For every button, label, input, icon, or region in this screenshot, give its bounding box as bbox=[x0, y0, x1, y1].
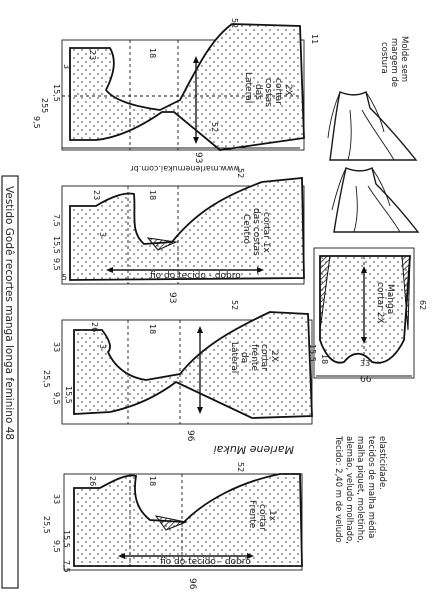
piece-frente-label-1: Frente bbox=[247, 500, 257, 529]
fabric-note-line-1: Tecido: 2,40 m de veludo bbox=[333, 436, 343, 543]
piece-lateral-costas bbox=[32, 18, 319, 163]
piece-frente-dim-96: 96 bbox=[187, 578, 197, 590]
fabric-note-line-4: tecidos de malha média bbox=[366, 436, 376, 539]
piece-centro-costas bbox=[52, 168, 304, 303]
piece-frente-dim-255: 25,5 bbox=[42, 516, 51, 534]
piece-manga-dim-66: 66 bbox=[360, 375, 372, 385]
piece-frente-dim-18: 18 bbox=[148, 476, 157, 487]
piece-lateral-frente bbox=[42, 300, 312, 442]
piece-lateral-frente-dim-18: 18 bbox=[148, 324, 157, 335]
piece-manga-dim-155: 15,5 bbox=[308, 344, 317, 362]
piece-lateral-frente-dim-26: 26 bbox=[90, 322, 99, 333]
piece-lateral-frente-label-3: frente bbox=[249, 344, 259, 371]
piece-manga bbox=[308, 248, 427, 385]
piece-frente-dim-75: 7,5 bbox=[62, 560, 71, 573]
piece-centro-costas-label-2: das costas bbox=[251, 208, 261, 256]
piece-lateral-frente-label-5: 2X bbox=[269, 350, 279, 362]
model-sketches bbox=[328, 36, 418, 232]
piece-centro-costas-dim-75: 7,5 bbox=[52, 214, 61, 227]
piece-centro-costas-dim-93: 93 bbox=[167, 292, 177, 304]
piece-lateral-costas-label-2: das bbox=[253, 84, 263, 100]
piece-frente-dim-155: 15,5 bbox=[62, 530, 71, 548]
website-text: www.marlenemukai.com.br bbox=[130, 164, 240, 173]
piece-lateral-costas-dim-95: 9,5 bbox=[32, 116, 41, 129]
piece-lateral-costas-dim-52b: 52 bbox=[210, 122, 219, 133]
piece-lateral-frente-label-4: cortar bbox=[259, 344, 269, 371]
fabric-note-line-5: elasticidade. bbox=[377, 436, 387, 490]
piece-lateral-costas-dim-93: 93 bbox=[193, 152, 203, 164]
piece-frente-dim-33: 33 bbox=[52, 494, 61, 505]
fold-label-centro: fio do tecido - dobro bbox=[150, 271, 241, 281]
piece-centro-costas-dim-3: 3 bbox=[98, 232, 107, 238]
piece-frente-label-2: cortar bbox=[257, 504, 267, 531]
model-note-line-1: Molde sem bbox=[399, 36, 409, 83]
fabric-note-line-3: malha piquet, moletinho, bbox=[355, 436, 365, 544]
piece-lateral-costas-label-3: costas bbox=[263, 78, 273, 107]
piece-lateral-costas-label-1: Lateral bbox=[243, 72, 253, 104]
piece-centro-costas-label-1: Centro bbox=[241, 214, 251, 245]
piece-lateral-frente-dim-96: 96 bbox=[185, 430, 195, 442]
piece-manga-label-1: Manga bbox=[385, 284, 395, 315]
piece-manga-label-2: cortar 2X bbox=[375, 282, 385, 324]
piece-frente-label-3: 1x bbox=[267, 510, 277, 522]
piece-lateral-costas-dim-11: 11 bbox=[310, 34, 319, 45]
model-note-line-2: margem de bbox=[389, 38, 399, 88]
piece-centro-costas-dim-155: 15,5 bbox=[52, 236, 61, 254]
piece-manga-dim-33: 33 bbox=[360, 359, 371, 368]
signature-text: Marlene Mukai bbox=[213, 443, 294, 456]
piece-centro-costas-dim-23: 23 bbox=[92, 190, 101, 201]
piece-centro-costas-dim-95: 9,5 bbox=[52, 258, 61, 271]
piece-lateral-costas-dim-18: 18 bbox=[148, 48, 157, 59]
piece-frente-dim-95: 9,5 bbox=[52, 540, 61, 553]
piece-centro-costas-dim-18: 18 bbox=[148, 190, 157, 201]
piece-lateral-frente-dim-255: 25,5 bbox=[42, 370, 51, 388]
piece-lateral-frente-label-1: Lateral bbox=[229, 342, 239, 374]
fabric-note-line-2: alemão, veludo molhado, bbox=[344, 436, 354, 544]
piece-lateral-costas-label-5: 2X bbox=[283, 84, 293, 96]
piece-frente-dim-52: 52 bbox=[236, 462, 245, 473]
piece-lateral-frente-dim-52: 52 bbox=[230, 300, 239, 311]
piece-frente-dim-26: 26 bbox=[88, 476, 97, 487]
piece-lateral-costas-dim-23: 23 bbox=[88, 50, 97, 61]
piece-lateral-frente-dim-95: 9,5 bbox=[52, 392, 61, 405]
title-block bbox=[2, 176, 18, 588]
pattern-title: Vestido Godê recortes manga longa feminino 48 bbox=[3, 186, 15, 441]
piece-centro-costas-label-3: cortar 1x bbox=[261, 212, 271, 253]
piece-lateral-frente-dim-33: 33 bbox=[52, 342, 61, 353]
piece-lateral-costas-dim-52a: 52 bbox=[230, 18, 239, 29]
piece-frente bbox=[42, 462, 302, 590]
piece-manga-dim-18: 18 bbox=[320, 354, 329, 365]
model-note-line-3: costura bbox=[379, 42, 389, 74]
piece-lateral-costas-dim-3: 3 bbox=[62, 64, 71, 70]
piece-lateral-costas-label-4: cortar bbox=[273, 78, 283, 105]
piece-centro-costas-dim-5: 5 bbox=[62, 273, 68, 282]
piece-lateral-frente-label-2: da bbox=[239, 352, 249, 364]
fabric-note bbox=[333, 435, 387, 544]
piece-centro-costas-dim-52: 52 bbox=[236, 168, 245, 179]
fold-label-frente: fio do tecido - dobro bbox=[160, 557, 251, 567]
piece-lateral-costas-dim-255: 255 bbox=[40, 98, 49, 114]
piece-lateral-frente-dim-3: 3 bbox=[98, 344, 107, 350]
piece-manga-dim-62: 62 bbox=[418, 300, 427, 311]
piece-lateral-costas-dim-155: 15,5 bbox=[52, 84, 61, 102]
piece-lateral-frente-dim-155: 15,5 bbox=[64, 386, 73, 404]
